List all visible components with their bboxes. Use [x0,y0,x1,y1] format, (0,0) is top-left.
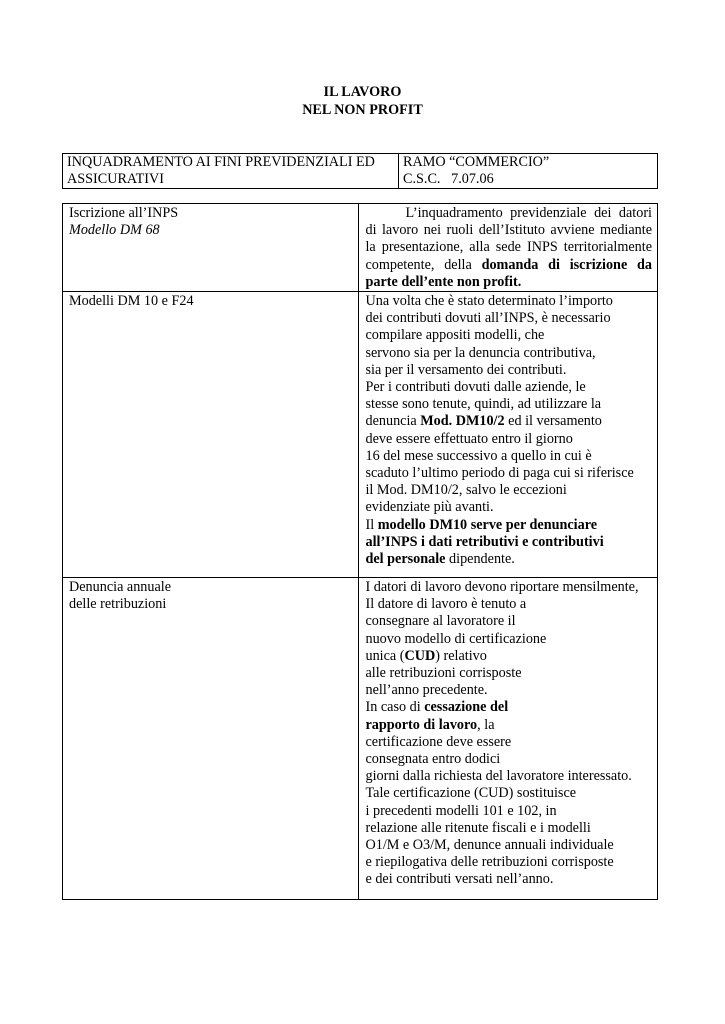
title-line-2: NEL NON PROFIT [302,101,423,118]
header-right-line-2: C.S.C. 7.07.06 [403,171,494,188]
text-line: Tale certificazione (CUD) sostituisce [365,785,577,802]
row-label: Iscrizione all’INPS [69,205,179,221]
text-line: O1/M e O3/M, denunce annuali individuale [365,837,614,854]
text-line: nuovo modello di certificazione [365,630,547,647]
text-line: In caso di cessazione del [365,699,509,716]
row-text-cell [359,204,658,292]
header-left-line-1: INQUADRAMENTO AI FINI PREVIDENZIALI ED [67,154,375,170]
title-line-1: IL LAVORO [323,84,402,100]
text-line: dei contributi dovuti all’INPS, è necessario [365,310,611,327]
row-sublabel: Modello DM 68 [69,222,160,239]
text-line: Il modello DM10 serve per denunciare [365,516,598,533]
row-label-cell [63,292,359,578]
row-sublabel: delle retribuzioni [69,596,167,613]
row-label: Modelli DM 10 e F24 [69,293,194,310]
header-left-line-2: ASSICURATIVI [67,171,164,188]
text-line: il Mod. DM10/2, salvo le eccezioni [365,482,567,499]
row-text-bold: domanda di iscrizione da parte dell’ente non profit. [365,256,653,290]
table-row [63,292,658,578]
text-line: Una volta che è stato determinato l’importo [365,293,613,310]
text-line: sia per il versamento dei contributi. [365,361,567,378]
text-line: i precedenti modelli 101 e 102, in [365,802,557,819]
row-text-cell [359,578,658,900]
text-line: nell’anno precedente. [365,682,488,699]
text-line: 16 del mese successivo a quello in cui è [365,447,592,464]
row-text-cell [359,292,658,578]
text-line: consegnare al lavoratore il [365,613,516,630]
header-left-cell [63,154,399,189]
text-line: denuncia Mod. DM10/2 ed il versamento [365,413,602,430]
text-line: compilare appositi modelli, che [365,327,545,344]
header-right-cell [399,154,658,189]
text-line: relazione alle ritenute fiscali e i modelli [365,819,591,836]
text-line: e dei contributi versati nell’anno. [365,871,554,888]
text-line: giorni dalla richiesta del lavoratore interessato. [365,768,632,785]
text-line: scaduto l’ultimo periodo di paga cui si riferisce [365,465,634,482]
row-text: L’inquadramento previdenziale dei datori di lavoro nei ruoli dell’Istituto avviene mediante la presentazione, alla sede INPS territorialmente competente, della [365,205,652,273]
text-line: stesse sono tenute, quindi, ad utilizzare la [365,396,602,413]
text-line: Per i contributi dovuti dalle aziende, le [365,379,586,396]
text-line: del personale dipendente. [365,551,515,568]
text-line: servono sia per la denuncia contributiva, [365,344,596,361]
text-line: certificazione deve essere [365,733,512,750]
table-row [63,578,658,900]
row-label: Denuncia annuale [69,579,172,596]
table-row [63,204,658,292]
row-label-cell [63,578,359,900]
text-line: e riepilogativa delle retribuzioni corrisposte [365,854,614,871]
header-right-line-1: RAMO “COMMERCIO” [403,154,550,170]
text-line: I datori di lavoro devono riportare mensilmente, [365,579,639,596]
text-line: all’INPS i dati retributivi e contributivi [365,533,604,550]
content-table [62,203,658,900]
row-label-cell [63,204,359,292]
text-line: rapporto di lavoro, la [365,716,495,733]
text-line: evidenziate più avanti. [365,499,494,516]
text-line: unica (CUD) relativo [365,647,487,664]
text-line: alle retribuzioni corrisposte [365,665,522,682]
text-line: Il datore di lavoro è tenuto a [365,596,527,613]
document-title [0,84,725,119]
header-table [62,153,658,189]
text-line: deve essere effettuato entro il giorno [365,430,573,447]
text-line: consegnata entro dodici [365,751,501,768]
